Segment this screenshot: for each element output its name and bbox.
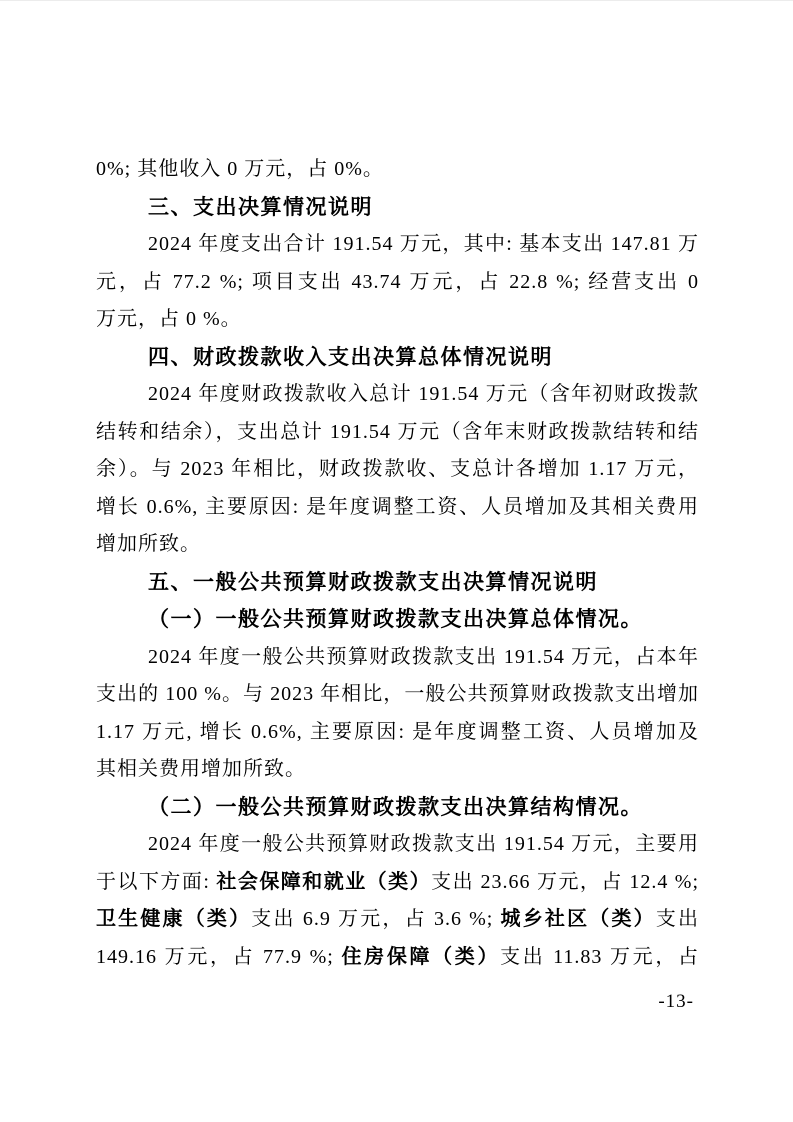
- section-heading-3: [96, 189, 699, 227]
- body-line: [96, 939, 699, 977]
- body-line: [96, 864, 699, 902]
- subsection-heading-1: [96, 601, 699, 639]
- text-run: 支出 23.66 万元，占 12.4 %;: [431, 870, 699, 893]
- body-line: [96, 901, 699, 939]
- text-run: 结转和结余），支出总计 191.54 万元（含年末财政拨款结转和结: [96, 420, 699, 443]
- section-heading-5: [96, 564, 699, 602]
- body-line: [96, 414, 699, 452]
- body-line: [96, 489, 699, 527]
- bold-category-label: 城乡社区（类）: [500, 908, 656, 930]
- text-run: 2024 年度支出合计 191.54 万元，其中: 基本支出 147.81 万: [148, 233, 699, 255]
- text-run: （一）一般公共预算财政拨款支出决算总体情况。: [148, 607, 643, 631]
- text-run: 1.17 万元, 增长 0.6%, 主要原因: 是年度调整工资、人员增加及: [96, 720, 699, 743]
- text-run: 2024 年度一般公共预算财政拨款支出 191.54 万元，占本年: [148, 645, 699, 668]
- subsection-heading-2: [96, 789, 699, 827]
- text-run: （二）一般公共预算财政拨款支出决算结构情况。: [148, 794, 643, 819]
- page-number: -13-: [658, 991, 694, 1012]
- text-run: 支出的 100 %。与 2023 年相比，一般公共预算财政拨款支出增加: [96, 683, 699, 705]
- text-run: 四、财政拨款收入支出决算总体情况说明: [148, 345, 553, 369]
- body-line: [96, 826, 699, 864]
- body-line: [96, 451, 699, 489]
- body-line: [96, 676, 699, 714]
- bold-category-label: 卫生健康（类）: [96, 908, 252, 930]
- text-run: 149.16 万元，占 77.9 %;: [96, 945, 342, 968]
- body-line: [96, 264, 699, 302]
- text-run: 元，占 77.2 %; 项目支出 43.74 万元，占 22.8 %; 经营支出 0: [96, 270, 699, 293]
- body-line: [96, 526, 699, 564]
- text-run: 0%; 其他收入 0 万元，占 0%。: [96, 158, 384, 180]
- text-run: 支出 6.9 万元，占 3.6 %;: [251, 908, 501, 930]
- text-run: 2024 年度财政拨款收入总计 191.54 万元（含年初财政拨款: [148, 383, 699, 405]
- text-run: 三、支出决算情况说明: [148, 195, 373, 219]
- text-run: 增长 0.6%, 主要原因: 是年度调整工资、人员增加及其相关费用: [96, 495, 699, 518]
- text-run: 其相关费用增加所致。: [96, 758, 306, 780]
- body-line: [96, 151, 699, 189]
- text-run: 于以下方面:: [96, 870, 217, 893]
- text-run: 余）。与 2023 年相比，财政拨款收、支总计各增加 1.17 万元，: [96, 458, 699, 480]
- text-run: 万元，占 0 %。: [96, 308, 242, 330]
- bold-category-label: 住房保障（类）: [341, 945, 501, 968]
- body-line: [96, 751, 699, 789]
- body-line: [96, 226, 699, 264]
- text-run: 五、一般公共预算财政拨款支出决算情况说明: [148, 570, 598, 594]
- body-line: [96, 301, 699, 339]
- body-line: [96, 714, 699, 752]
- section-heading-4: [96, 339, 699, 377]
- text-run: 支出: [655, 908, 699, 930]
- bold-category-label: 社会保障和就业（类）: [216, 870, 432, 893]
- body-line: [96, 639, 699, 677]
- text-run: 增加所致。: [96, 533, 201, 555]
- text-run: 支出 11.83 万元，占: [500, 945, 699, 968]
- body-line: [96, 376, 699, 414]
- text-run: 2024 年度一般公共预算财政拨款支出 191.54 万元，主要用: [148, 833, 699, 855]
- document-body: [96, 151, 699, 976]
